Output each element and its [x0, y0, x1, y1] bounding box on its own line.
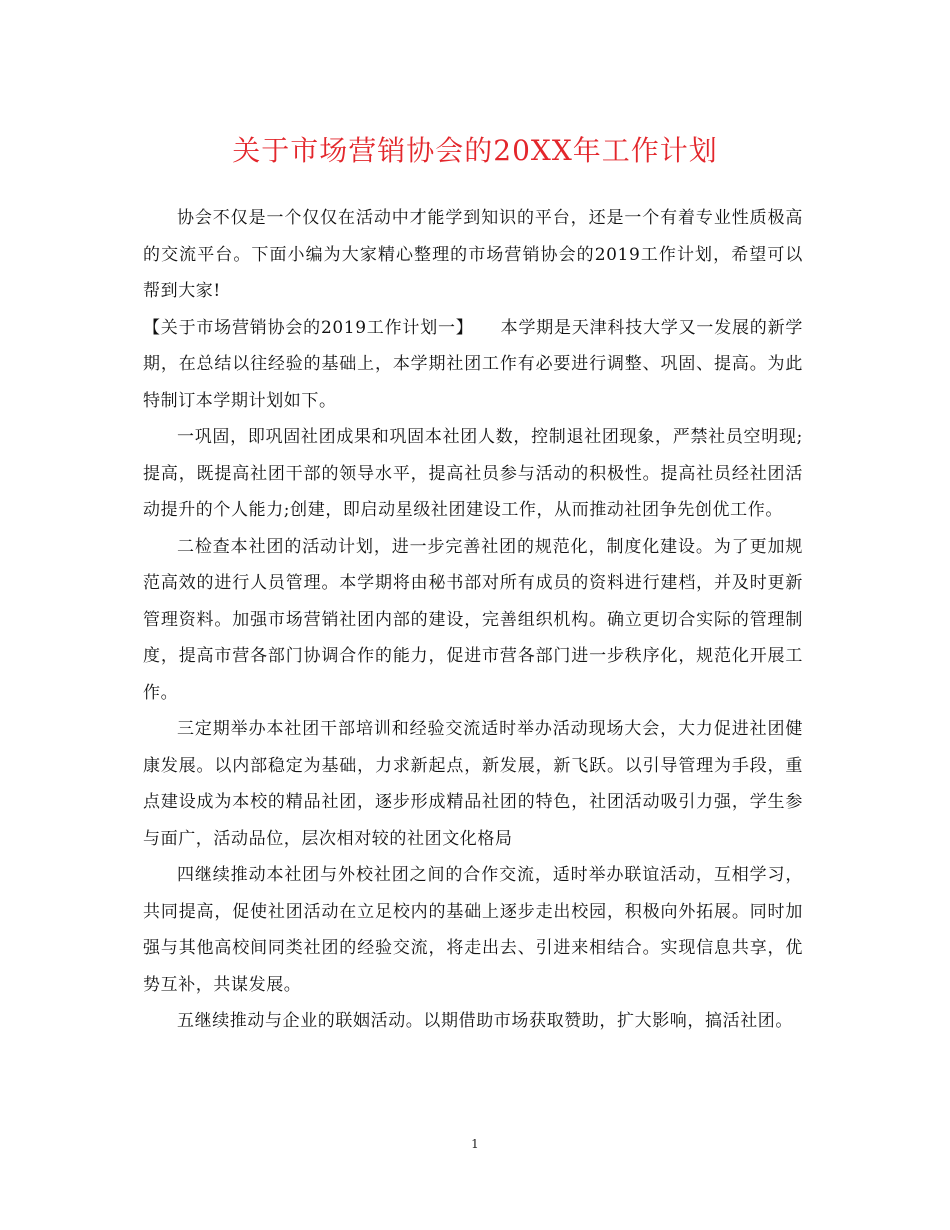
plan-heading-paragraph: 【关于市场营销协会的2019工作计划一】 本学期是天津科技大学又一发展的新学期，在总结以往经验的基础上，本学期社团工作有必要进行调整、巩固、提高。为此特制订本学期计划如下。 [143, 317, 803, 411]
document-body [143, 200, 803, 1040]
page-number: 1 [471, 1137, 479, 1151]
document-title: 关于市场营销协会的20XX年工作计划 [232, 134, 718, 167]
plan-item-3-paragraph: 三定期举办本社团干部培训和经验交流适时举办活动现场大会，大力促进社团健康发展。以内部稳定为基础，力求新起点，新发展，新飞跃。以引导管理为手段，重点建设成为本校的精品社团，逐步形成精品社团的特色，社团活动吸引力强，学生参与面广，活动品位，层次相对较的社团文化格局 [143, 719, 803, 849]
plan-item-2-paragraph: 二检查本社团的活动计划，进一步完善社团的规范化，制度化建设。为了更加规范高效的进行人员管理。本学期将由秘书部对所有成员的资料进行建档，并及时更新管理资料。加强市场营销社团内部的建设，完善组织机构。确立更切合实际的管理制度，提高市营各部门协调合作的能力，促进市营各部门进一步秩序化，规范化开展工作。 [143, 536, 803, 703]
plan-item-4-paragraph: 四继续推动本社团与外校社团之间的合作交流，适时举办联谊活动，互相学习，共同提高，促使社团活动在立足校内的基础上逐步走出校园，积极向外拓展。同时加强与其他高校间同类社团的经验交流，将走出去、引进来相结合。实现信息共享，优势互补，共谋发展。 [143, 865, 803, 995]
plan-item-1-paragraph: 一巩固，即巩固社团成果和巩固本社团人数，控制退社团现象，严禁社员空明现;提高，既提高社团干部的领导水平，提高社员参与活动的积极性。提高社员经社团活动提升的个人能力;创建，即启动星级社团建设工作，从而推动社团争先创优工作。 [143, 427, 803, 520]
plan-item-5-paragraph: 五继续推动与企业的联姻活动。以期借助市场获取赞助，扩大影响，搞活社团。 [177, 1011, 793, 1031]
intro-paragraph: 协会不仅是一个仅仅在活动中才能学到知识的平台，还是一个有着专业性质极高的交流平台。下面小编为大家精心整理的市场营销协会的2019工作计划，希望可以帮到大家! [143, 208, 803, 301]
